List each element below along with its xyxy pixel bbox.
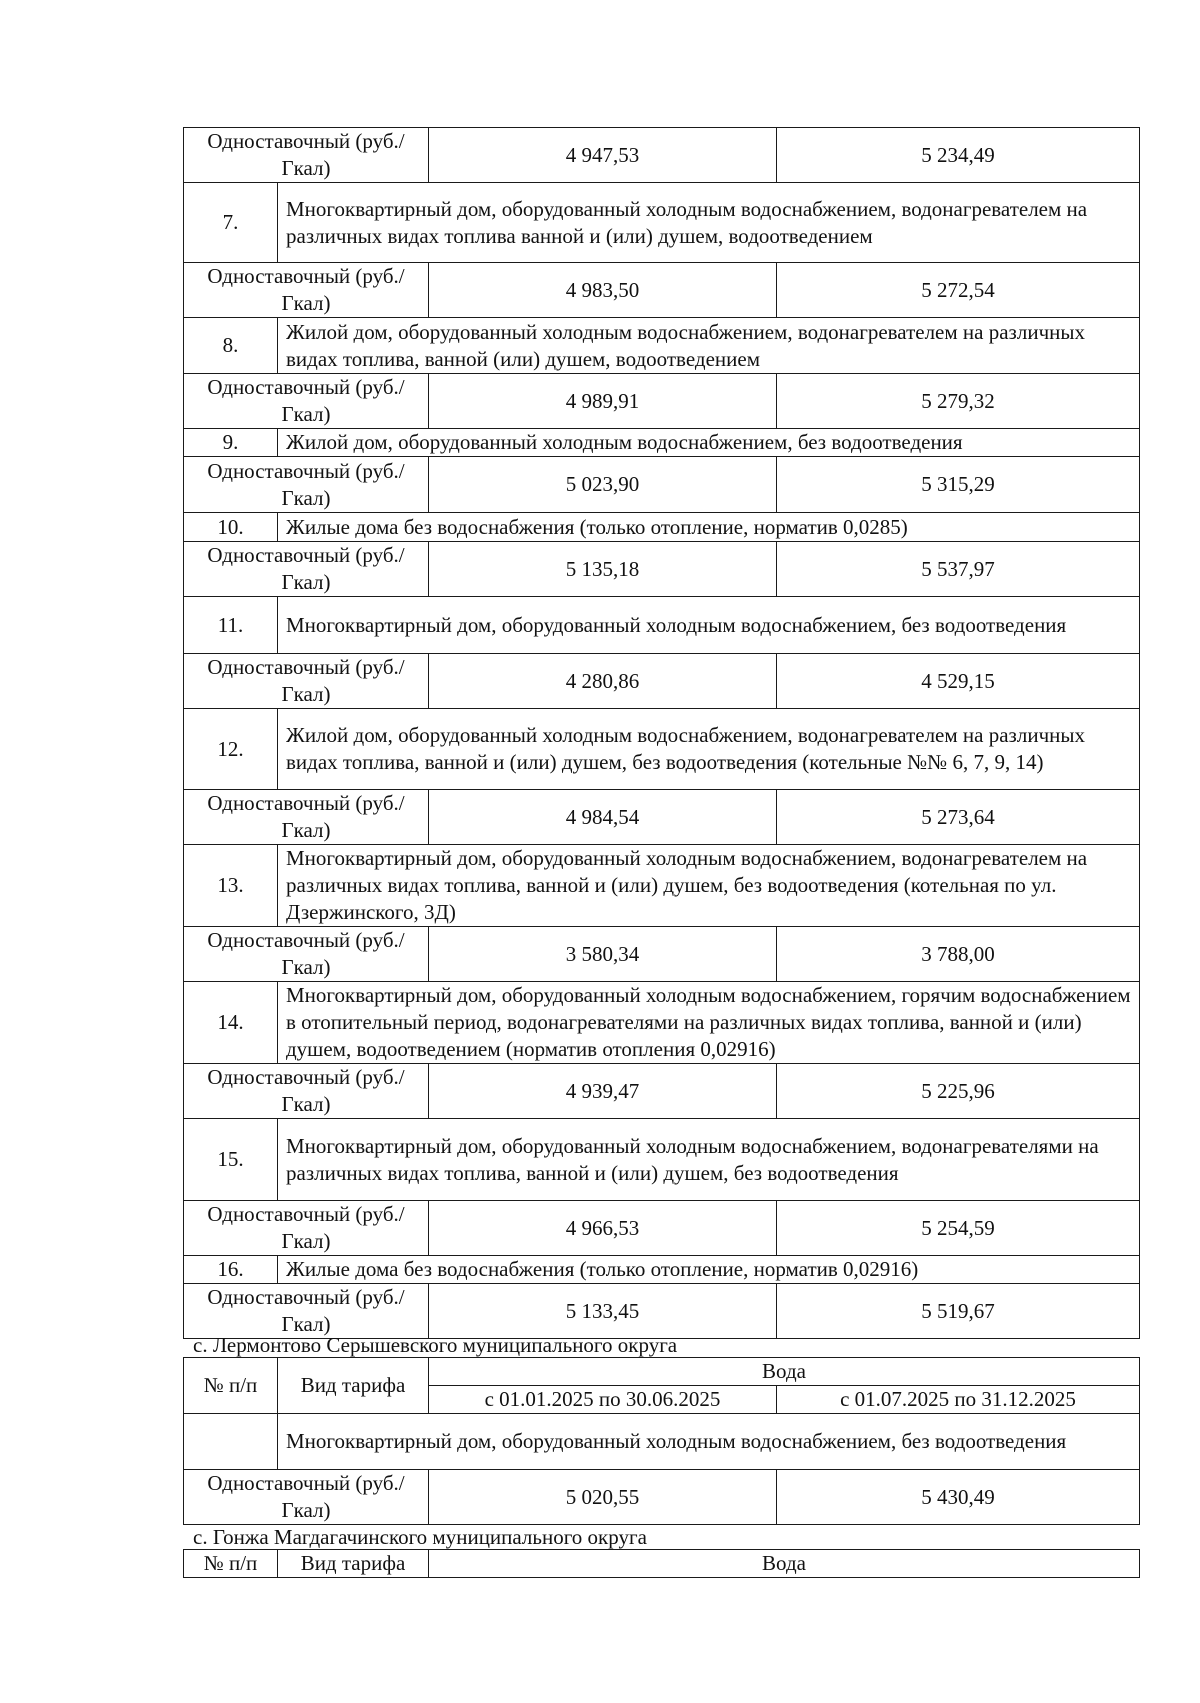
- tariff-value-period-2: 4 529,15: [777, 654, 1140, 709]
- tariff-kind-label: Одноставочный (руб./Гкал): [184, 1201, 429, 1256]
- row-number: 8.: [184, 318, 278, 374]
- tariff-value-period-1: 3 580,34: [429, 927, 777, 982]
- consumer-category-row: [184, 1119, 1140, 1201]
- tariff-value-period-2: 5 272,54: [777, 263, 1140, 318]
- tariff-value-period-2: 5 273,64: [777, 790, 1140, 845]
- column-header-tariff-kind: Вид тарифа: [278, 1550, 429, 1578]
- consumer-category-row: [184, 513, 1140, 542]
- row-number: 11.: [184, 597, 278, 654]
- row-number: 7.: [184, 183, 278, 263]
- tariff-kind-label: Одноставочный (руб./Гкал): [184, 1064, 429, 1119]
- tariff-row: [184, 128, 1140, 183]
- tariff-kind-label: Одноставочный (руб./Гкал): [184, 1470, 429, 1525]
- consumer-category-row: [184, 1414, 1140, 1470]
- tariff-value-period-1: 4 947,53: [429, 128, 777, 183]
- tariff-row: [184, 1064, 1140, 1119]
- consumer-category-row: [184, 709, 1140, 790]
- row-number: [184, 1414, 278, 1470]
- row-number: 15.: [184, 1119, 278, 1201]
- tariff-value-period-1: 4 989,91: [429, 374, 777, 429]
- tariff-kind-label: Одноставочный (руб./Гкал): [184, 654, 429, 709]
- tariff-table-lermontovo: [183, 1357, 1140, 1525]
- tariff-value-period-2: 5 519,67: [777, 1284, 1140, 1339]
- tariff-kind-label: Одноставочный (руб./Гкал): [184, 374, 429, 429]
- column-header-number: № п/п: [184, 1358, 278, 1414]
- tariff-kind-label: Одноставочный (руб./Гкал): [184, 1284, 429, 1339]
- consumer-category-description: Жилой дом, оборудованный холодным водоснабжением, водонагревателем на различных видах топлива, ванной (или) душем, водоотведением: [278, 318, 1140, 374]
- consumer-category-description: Многоквартирный дом, оборудованный холодным водоснабжением, горячим водоснабжением в отопительный период, водонагревателями на различных видах топлива, ванной и (или) душем, водоотведением (норматив отопления 0,02916): [278, 982, 1140, 1064]
- tariff-row: [184, 1201, 1140, 1256]
- column-header-tariff-kind: Вид тарифа: [278, 1358, 429, 1414]
- row-number: 9.: [184, 429, 278, 457]
- tariff-value-period-1: 4 280,86: [429, 654, 777, 709]
- header-row: [184, 1358, 1140, 1386]
- section-caption-lermontovo: с. Лермонтово Серышевского муниципального округа: [193, 1333, 678, 1357]
- tariff-row: [184, 1470, 1140, 1525]
- tariff-row: [184, 654, 1140, 709]
- tariff-value-period-2: 5 537,97: [777, 542, 1140, 597]
- consumer-category-description: Многоквартирный дом, оборудованный холодным водоснабжением, водонагревателями на различных видах топлива, ванной и (или) душем, без водоотведения: [278, 1119, 1140, 1201]
- tariff-row: [184, 457, 1140, 513]
- row-number: 12.: [184, 709, 278, 790]
- tariff-value-period-1: 4 984,54: [429, 790, 777, 845]
- tariff-kind-label: Одноставочный (руб./Гкал): [184, 128, 429, 183]
- tariff-value-period-1: 4 983,50: [429, 263, 777, 318]
- tariff-value-period-1: 4 939,47: [429, 1064, 777, 1119]
- tariff-kind-label: Одноставочный (руб./Гкал): [184, 927, 429, 982]
- consumer-category-description: Жилой дом, оборудованный холодным водоснабжением, водонагревателем на различных видах топлива, ванной и (или) душем, без водоотведения (котельные №№ 6, 7, 9, 14): [278, 709, 1140, 790]
- section-caption-gonzha: с. Гонжа Магдагачинского муниципального округа: [193, 1525, 647, 1549]
- tariff-value-period-1: 5 133,45: [429, 1284, 777, 1339]
- tariff-table-gonzha: [183, 1549, 1140, 1578]
- consumer-category-description: Жилые дома без водоснабжения (только отопление, норматив 0,0285): [278, 513, 1140, 542]
- tariff-row: [184, 374, 1140, 429]
- tariff-kind-label: Одноставочный (руб./Гкал): [184, 457, 429, 513]
- tariff-value-period-2: 5 234,49: [777, 128, 1140, 183]
- row-number: 14.: [184, 982, 278, 1064]
- consumer-category-description: Многоквартирный дом, оборудованный холодным водоснабжением, водонагревателем на различных видах топлива ванной и (или) душем, водоотведением: [278, 183, 1140, 263]
- consumer-category-description: Многоквартирный дом, оборудованный холодным водоснабжением, без водоотведения: [278, 1414, 1140, 1470]
- column-header-period-2: с 01.07.2025 по 31.12.2025: [777, 1386, 1140, 1414]
- column-header-water: Вода: [429, 1358, 1140, 1386]
- consumer-category-description: Многоквартирный дом, оборудованный холодным водоснабжением, водонагревателем на различных видах топлива, ванной и (или) душем, без водоотведения (котельная по ул. Дзержинского, 3Д): [278, 845, 1140, 927]
- consumer-category-description: Жилой дом, оборудованный холодным водоснабжением, без водоотведения: [278, 429, 1140, 457]
- consumer-category-description: Жилые дома без водоснабжения (только отопление, норматив 0,02916): [278, 1256, 1140, 1284]
- tariff-value-period-1: 5 020,55: [429, 1470, 777, 1525]
- tariff-row: [184, 927, 1140, 982]
- consumer-category-row: [184, 982, 1140, 1064]
- tariff-row: [184, 790, 1140, 845]
- header-row: [184, 1550, 1140, 1578]
- row-number: 10.: [184, 513, 278, 542]
- tariff-kind-label: Одноставочный (руб./Гкал): [184, 790, 429, 845]
- tariff-value-period-2: 5 254,59: [777, 1201, 1140, 1256]
- consumer-category-row: [184, 318, 1140, 374]
- tariff-value-period-1: 5 023,90: [429, 457, 777, 513]
- consumer-category-description: Многоквартирный дом, оборудованный холодным водоснабжением, без водоотведения: [278, 597, 1140, 654]
- tariff-value-period-2: 5 279,32: [777, 374, 1140, 429]
- tariff-value-period-2: 5 315,29: [777, 457, 1140, 513]
- tariff-table-body: [184, 128, 1140, 1339]
- consumer-category-row: [184, 597, 1140, 654]
- row-number: 16.: [184, 1256, 278, 1284]
- column-header-water: Вода: [429, 1550, 1140, 1578]
- tariff-table-main: [183, 127, 1140, 1339]
- tariff-value-period-1: 4 966,53: [429, 1201, 777, 1256]
- tariff-value-period-2: 5 225,96: [777, 1064, 1140, 1119]
- tariff-row: [184, 263, 1140, 318]
- row-number: 13.: [184, 845, 278, 927]
- consumer-category-row: [184, 845, 1140, 927]
- consumer-category-row: [184, 1256, 1140, 1284]
- tariff-kind-label: Одноставочный (руб./Гкал): [184, 542, 429, 597]
- tariff-value-period-1: 5 135,18: [429, 542, 777, 597]
- tariff-kind-label: Одноставочный (руб./Гкал): [184, 263, 429, 318]
- tariff-value-period-2: 3 788,00: [777, 927, 1140, 982]
- column-header-number: № п/п: [184, 1550, 278, 1578]
- tariff-row: [184, 1284, 1140, 1339]
- consumer-category-row: [184, 183, 1140, 263]
- column-header-period-1: с 01.01.2025 по 30.06.2025: [429, 1386, 777, 1414]
- consumer-category-row: [184, 429, 1140, 457]
- tariff-value-period-2: 5 430,49: [777, 1470, 1140, 1525]
- tariff-row: [184, 542, 1140, 597]
